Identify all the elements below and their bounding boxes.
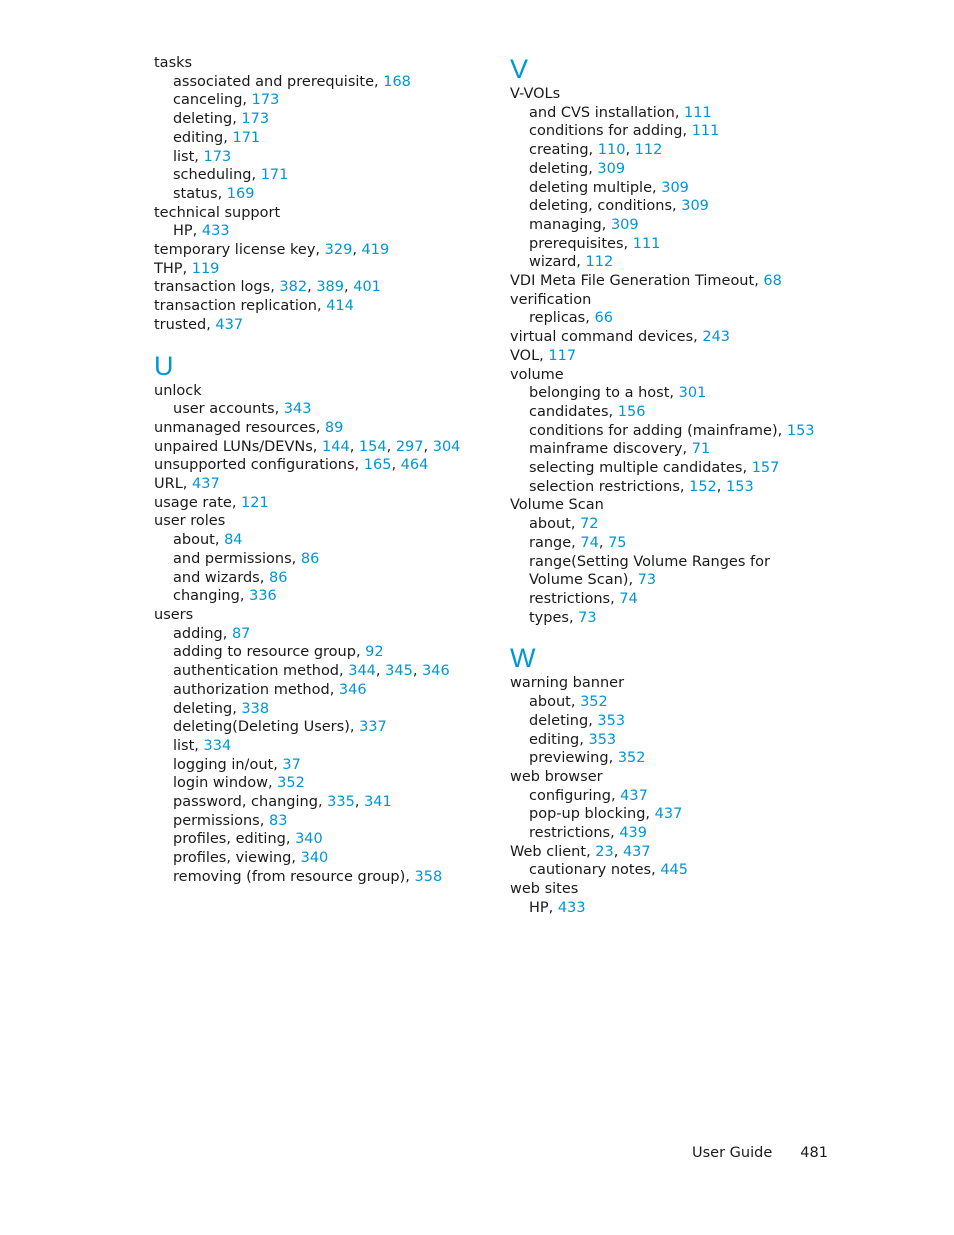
index-subentry: about, 84: [173, 532, 243, 549]
page-link[interactable]: 352: [580, 694, 608, 711]
page-link[interactable]: 72: [580, 516, 599, 533]
index-term: types: [529, 609, 569, 626]
index-entry: virtual command devices, 243: [510, 329, 731, 346]
page-link[interactable]: 119: [191, 260, 220, 277]
index-entry: temporary license key, 329, 419: [154, 242, 390, 259]
index-entry: [154, 512, 494, 531]
index-term: V-VOLs: [510, 86, 561, 102]
page-link[interactable]: 437: [620, 787, 648, 804]
index-entry: URL, 437: [154, 476, 220, 493]
index-term: editing: [173, 129, 224, 146]
page-link[interactable]: 309: [610, 216, 639, 233]
page-link[interactable]: 437: [654, 806, 683, 823]
page-link[interactable]: 171: [260, 167, 289, 184]
page-link[interactable]: 343: [283, 401, 312, 418]
page-link[interactable]: 353: [588, 731, 617, 748]
index-term: virtual command devices: [510, 329, 694, 346]
index-entry: unmanaged resources, 89: [154, 419, 344, 436]
index-term: VDI Meta File Generation Timeout: [510, 273, 755, 290]
index-subentry: replicas, 66: [529, 310, 613, 327]
index-term: prerequisites: [529, 235, 624, 252]
index-term: status: [173, 185, 218, 202]
index-entry: [510, 496, 830, 515]
index-term: conditions for adding: [529, 123, 683, 140]
index-subentry: profiles, viewing, 340: [173, 850, 329, 867]
index-subentry: range(Setting Volume Ranges for Volume Scan), 73: [529, 553, 770, 589]
index-subentry: deleting multiple, 309: [529, 179, 689, 196]
page-link[interactable]: 171: [232, 129, 261, 146]
index-term: range(Setting Volume Ranges for Volume Scan): [529, 553, 770, 589]
index-subentry: profiles, editing, 340: [173, 831, 323, 848]
index-entry: [510, 768, 830, 787]
index-subentry: deleting, 353: [529, 712, 626, 729]
page-link[interactable]: 346: [338, 681, 367, 698]
page-link[interactable]: 152: [689, 478, 717, 495]
index-entry: [154, 54, 494, 73]
index-term: URL: [154, 476, 183, 493]
index-entry: [510, 674, 830, 693]
index-term: transaction logs: [154, 279, 271, 296]
index-term: deleting multiple: [529, 179, 653, 196]
index-subentry: scheduling, 171: [173, 167, 289, 184]
index-subentry: canceling, 173: [173, 92, 280, 109]
page-link[interactable]: 173: [241, 111, 270, 128]
index-entry: [510, 291, 830, 310]
index-term: list: [173, 148, 195, 165]
page-link[interactable]: 117: [548, 347, 577, 364]
page-link[interactable]: 344: [348, 663, 376, 680]
page-link[interactable]: 401: [353, 279, 381, 296]
index-term: managing: [529, 216, 602, 233]
index-subentry: permissions, 83: [173, 812, 288, 829]
index-term: range: [529, 534, 572, 551]
page-link[interactable]: 309: [681, 198, 709, 215]
page-link[interactable]: 71: [691, 441, 711, 458]
index-term: temporary license key: [154, 242, 316, 259]
index-subentry: and wizards, 86: [173, 569, 288, 586]
index-subentry: creating, 110, 112: [529, 142, 663, 159]
index-term: deleting: [173, 111, 233, 128]
page-link[interactable]: 121: [241, 494, 269, 511]
index-term: and permissions: [173, 550, 292, 567]
page-link[interactable]: 358: [414, 868, 443, 885]
index-term: Web client: [510, 843, 587, 860]
page-footer: [692, 1143, 828, 1163]
page-link[interactable]: 86: [268, 569, 288, 586]
index-subentry: range, 74, 75: [529, 534, 627, 551]
index-subentry: and CVS installation, 111: [529, 104, 712, 121]
page-link[interactable]: 419: [361, 242, 390, 259]
index-subentry: list, 334: [173, 737, 232, 754]
index-entry: VOL, 117: [510, 347, 577, 364]
index-term: verification: [510, 291, 592, 308]
index-entry: [154, 204, 494, 223]
index-subentry: HP, 433: [529, 899, 586, 916]
index-term: about: [529, 694, 571, 711]
index-subentry: and permissions, 86: [173, 550, 320, 567]
index-subentry: types, 73: [529, 609, 597, 626]
index-entry: VDI Meta File Generation Timeout, 68: [510, 273, 782, 290]
index-term: adding to resource group: [173, 644, 356, 661]
index-subentry: previewing, 352: [529, 750, 646, 767]
page-link[interactable]: 173: [251, 92, 280, 109]
index-term: warning banner: [510, 675, 625, 692]
index-subentry: logging in/out, 37: [173, 756, 301, 773]
index-term: deleting, conditions: [529, 198, 672, 215]
index-term: unmanaged resources: [154, 419, 316, 436]
page-link[interactable]: 337: [359, 719, 387, 736]
index-subentry: HP, 433: [173, 223, 230, 240]
page-link[interactable]: 83: [268, 812, 288, 829]
index-subentry: associated and prerequisite, 168: [173, 73, 411, 90]
index-subentry: prerequisites, 111: [529, 235, 661, 252]
index-term: associated and prerequisite: [173, 73, 375, 90]
page-link[interactable]: 304: [432, 438, 461, 455]
page-link[interactable]: 340: [295, 831, 323, 848]
index-term: selection restrictions: [529, 478, 680, 495]
page-link[interactable]: 309: [597, 160, 626, 177]
index-term: technical support: [154, 204, 281, 221]
index-subentry: conditions for adding (mainframe), 153: [529, 422, 815, 439]
page-link[interactable]: 173: [203, 148, 232, 165]
page-link[interactable]: 165: [363, 457, 392, 474]
page-link[interactable]: 68: [763, 273, 782, 290]
page-link[interactable]: 112: [585, 254, 614, 271]
page-link[interactable]: 73: [637, 572, 657, 589]
page-link[interactable]: 154: [358, 438, 387, 455]
index-term: belonging to a host: [529, 385, 670, 402]
index-term: web sites: [510, 881, 579, 898]
index-term: VOL: [510, 347, 540, 364]
index-entry: trusted, 437: [154, 316, 244, 333]
page-link[interactable]: 352: [617, 750, 646, 767]
index-entry: unsupported configurations, 165, 464: [154, 457, 429, 474]
page-link[interactable]: 111: [684, 104, 712, 121]
page-link[interactable]: 157: [751, 460, 780, 477]
index-term: pop-up blocking: [529, 806, 646, 823]
page-link[interactable]: 309: [661, 179, 689, 196]
index-term: deleting(Deleting Users): [173, 719, 350, 736]
page-link[interactable]: 346: [422, 663, 450, 680]
section-spacer: [154, 335, 494, 351]
page-link[interactable]: 345: [385, 663, 413, 680]
index-term: deleting: [529, 712, 589, 729]
page-link[interactable]: 334: [203, 737, 232, 754]
footer-page-number: 481: [800, 1145, 828, 1161]
index-term: profiles, viewing: [173, 850, 292, 867]
index-subentry: belonging to a host, 301: [529, 385, 707, 402]
page-link[interactable]: 382: [279, 279, 308, 296]
index-term: creating: [529, 142, 589, 159]
page-link[interactable]: 92: [365, 644, 384, 661]
page-link[interactable]: 86: [300, 550, 320, 567]
index-subentry: authentication method, 344, 345, 346: [173, 663, 450, 680]
index-term: removing (from resource group): [173, 868, 406, 885]
index-term: authentication method: [173, 663, 340, 680]
page-link[interactable]: 37: [282, 756, 301, 773]
index-term: logging in/out: [173, 756, 274, 773]
index-term: scheduling: [173, 167, 252, 184]
index-term: wizard: [529, 254, 577, 271]
index-entry: [510, 85, 830, 104]
page-link[interactable]: 439: [619, 825, 648, 842]
index-subentry: selecting multiple candidates, 157: [529, 460, 780, 477]
page-link[interactable]: 74: [580, 534, 599, 551]
page-link[interactable]: 23: [595, 843, 614, 860]
index-term: HP: [529, 899, 549, 916]
index-term: users: [154, 606, 194, 623]
page-link[interactable]: 111: [632, 235, 661, 252]
index-subentry: conditions for adding, 111: [529, 123, 720, 140]
page-link[interactable]: 437: [215, 316, 244, 333]
index-column-left: [154, 54, 494, 887]
index-subentry: restrictions, 439: [529, 825, 648, 842]
page-link[interactable]: 243: [702, 329, 731, 346]
index-term: adding: [173, 625, 223, 642]
page-link[interactable]: 301: [678, 385, 707, 402]
index-term: about: [173, 532, 215, 549]
index-entry: unpaired LUNs/DEVNs, 144, 154, 297, 304: [154, 438, 461, 455]
index-letter-heading: W: [510, 643, 536, 674]
page-link[interactable]: 353: [597, 712, 626, 729]
page-link[interactable]: 73: [578, 609, 597, 626]
index-term: configuring: [529, 787, 611, 804]
index-term: unlock: [154, 382, 202, 399]
page-link[interactable]: 84: [224, 532, 243, 549]
index-term: canceling: [173, 92, 243, 109]
index-term: usage rate: [154, 494, 232, 511]
index-term: changing: [173, 588, 240, 605]
index-subentry: status, 169: [173, 185, 255, 202]
page-link[interactable]: 464: [400, 457, 429, 474]
page-link[interactable]: 297: [395, 438, 424, 455]
index-subentry: configuring, 437: [529, 787, 648, 804]
page-link[interactable]: 433: [557, 899, 586, 916]
index-entry: THP, 119: [154, 260, 220, 277]
page-link[interactable]: 153: [726, 478, 754, 495]
page-link[interactable]: 74: [619, 590, 638, 607]
index-subentry: deleting, 309: [529, 160, 626, 177]
page-link[interactable]: 110: [597, 142, 626, 159]
index-subentry: managing, 309: [529, 216, 639, 233]
page-link[interactable]: 168: [383, 73, 411, 90]
index-term: user accounts: [173, 401, 275, 418]
page-link[interactable]: 169: [226, 185, 255, 202]
index-subentry: mainframe discovery, 71: [529, 441, 711, 458]
page-link[interactable]: 433: [201, 223, 230, 240]
index-term: deleting: [529, 160, 589, 177]
page-link[interactable]: 336: [249, 588, 277, 605]
page-link[interactable]: 144: [322, 438, 350, 455]
page-link[interactable]: 89: [324, 419, 344, 436]
index-term: login window: [173, 775, 268, 792]
index-subentry: authorization method, 346: [173, 681, 367, 698]
index-subentry: about, 352: [529, 694, 608, 711]
page-link[interactable]: 338: [241, 700, 270, 717]
page-link[interactable]: 153: [786, 422, 815, 439]
index-entry: [510, 880, 830, 899]
footer-guide-title: User Guide: [692, 1145, 773, 1161]
index-subentry: adding, 87: [173, 625, 251, 642]
index-term: Volume Scan: [510, 497, 604, 514]
page-link[interactable]: 445: [660, 862, 688, 879]
page-link[interactable]: 87: [231, 625, 251, 642]
page-link[interactable]: 341: [364, 794, 392, 811]
index-term: about: [529, 516, 571, 533]
index-term: unpaired LUNs/DEVNs: [154, 438, 313, 455]
index-subentry: wizard, 112: [529, 254, 614, 271]
index-subentry: restrictions, 74: [529, 590, 638, 607]
index-term: conditions for adding (mainframe): [529, 422, 778, 439]
index-subentry: selection restrictions, 152, 153: [529, 478, 754, 495]
index-term: permissions: [173, 812, 260, 829]
index-term: volume: [510, 366, 564, 383]
index-term: restrictions: [529, 590, 611, 607]
section-spacer: [510, 627, 830, 643]
index-term: candidates: [529, 403, 609, 420]
page-link[interactable]: 437: [192, 476, 220, 493]
index-subentry: editing, 171: [173, 129, 261, 146]
index-subentry: pop-up blocking, 437: [529, 806, 683, 823]
index-subentry: adding to resource group, 92: [173, 644, 384, 661]
index-entry: [154, 606, 494, 625]
page-link[interactable]: 335: [327, 794, 355, 811]
index-term: selecting multiple candidates: [529, 460, 743, 477]
index-subentry: candidates, 156: [529, 403, 646, 420]
index-term: previewing: [529, 750, 609, 767]
index-term: profiles, editing: [173, 831, 286, 848]
index-term: tasks: [154, 55, 193, 71]
index-term: and wizards: [173, 569, 260, 586]
index-entry: [154, 382, 494, 401]
index-term: replicas: [529, 310, 586, 327]
index-term: and CVS installation: [529, 104, 675, 121]
index-term: unsupported configurations: [154, 457, 355, 474]
index-term: user roles: [154, 513, 226, 530]
page-link[interactable]: 414: [326, 298, 354, 315]
index-term: editing: [529, 731, 580, 748]
index-subentry: removing (from resource group), 358: [173, 868, 443, 885]
index-subentry: user accounts, 343: [173, 401, 312, 418]
page-link[interactable]: 389: [316, 279, 344, 296]
index-term: cautionary notes: [529, 862, 652, 879]
index-term: web browser: [510, 768, 603, 785]
index-entry: usage rate, 121: [154, 494, 269, 511]
page-link[interactable]: 75: [608, 534, 627, 551]
index-subentry: list, 173: [173, 148, 232, 165]
page-link[interactable]: 112: [634, 142, 663, 159]
index-entry: transaction logs, 382, 389, 401: [154, 279, 381, 296]
index-term: mainframe discovery: [529, 441, 683, 458]
index-term: transaction replication: [154, 298, 317, 315]
page-link[interactable]: 329: [324, 242, 353, 259]
index-entry: Web client, 23, 437: [510, 843, 651, 860]
index-column-right: [510, 54, 830, 918]
index-subentry: deleting, 173: [173, 111, 270, 128]
page-link[interactable]: 437: [622, 843, 651, 860]
index-subentry: editing, 353: [529, 731, 617, 748]
page-link[interactable]: 66: [594, 310, 613, 327]
index-entry: [510, 366, 830, 385]
index-subentry: password, changing, 335, 341: [173, 794, 392, 811]
index-subentry: deleting, conditions, 309: [529, 198, 709, 215]
page-link[interactable]: 156: [617, 403, 646, 420]
index-letter-heading: U: [154, 350, 174, 381]
index-letter-heading: V: [510, 54, 529, 84]
index-subentry: cautionary notes, 445: [529, 862, 688, 879]
index-subentry: login window, 352: [173, 775, 305, 792]
index-term: deleting: [173, 700, 233, 717]
index-term: authorization method: [173, 681, 330, 698]
page-link[interactable]: 340: [300, 850, 329, 867]
index-subentry: about, 72: [529, 516, 599, 533]
index-term: THP: [154, 260, 183, 277]
page-link[interactable]: 111: [691, 123, 720, 140]
index-term: restrictions: [529, 825, 611, 842]
index-subentry: changing, 336: [173, 588, 277, 605]
index-term: list: [173, 737, 195, 754]
index-entry: transaction replication, 414: [154, 298, 354, 315]
index-term: password, changing: [173, 794, 318, 811]
index-term: HP: [173, 223, 193, 240]
index-subentry: deleting, 338: [173, 700, 270, 717]
index-subentry: deleting(Deleting Users), 337: [173, 719, 387, 736]
index-term: trusted: [154, 316, 207, 333]
page-link[interactable]: 352: [277, 775, 305, 792]
